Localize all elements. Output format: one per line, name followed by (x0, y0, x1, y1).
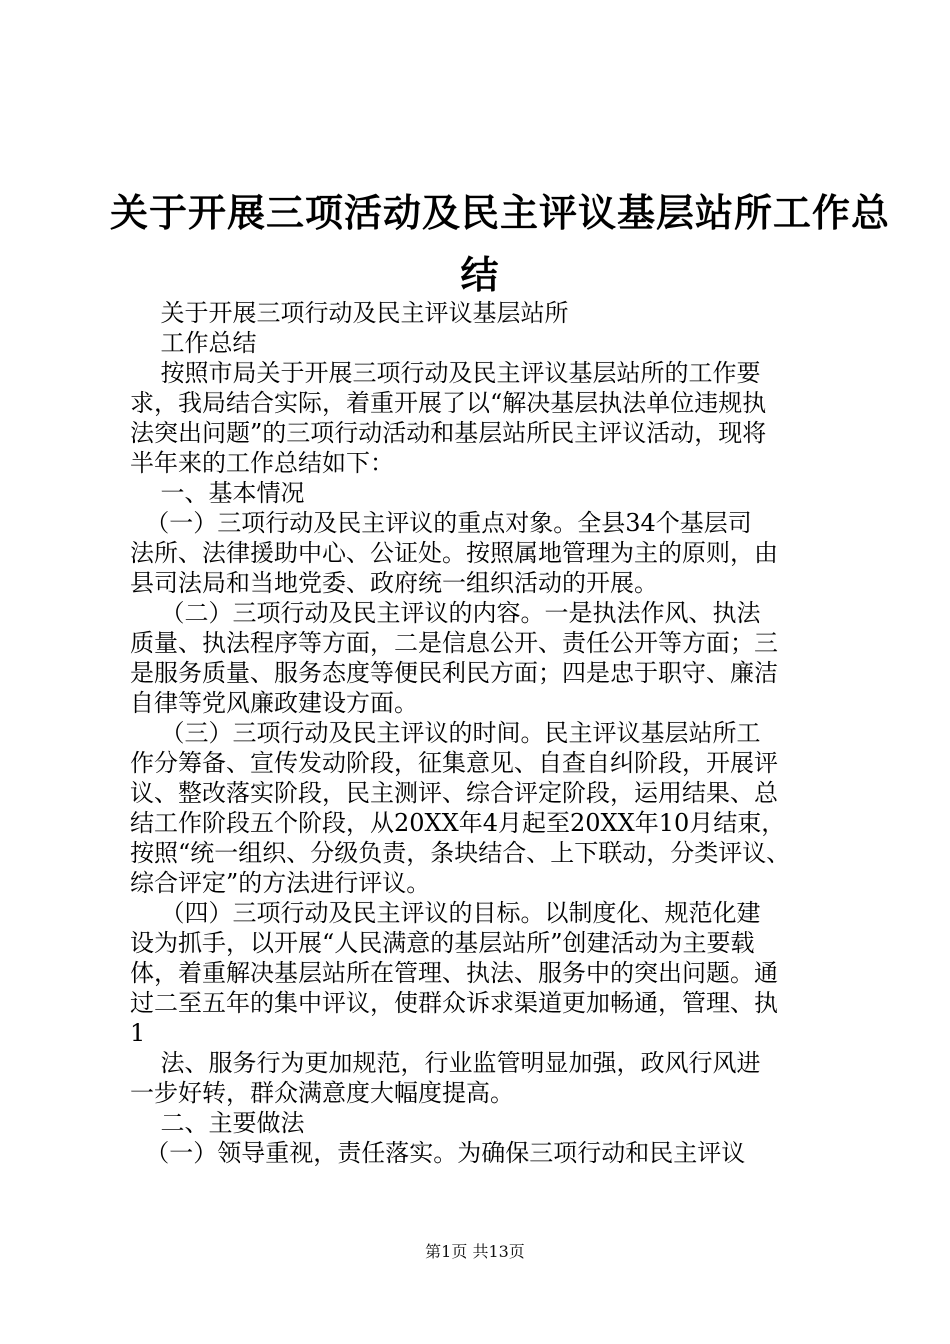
body-line: 二、主要做法 (130, 1109, 305, 1137)
title-line-2: 结 (460, 253, 500, 297)
body-line: 设为抓手，以开展“人民满意的基层站所”创建活动为主要载 (130, 929, 755, 957)
body-line: 法突出问题”的三项行动活动和基层站所民主评议活动，现将 (130, 419, 767, 447)
body-line: 半年来的工作总结如下： (130, 449, 394, 477)
body-line: （四）三项行动及民主评议的目标。以制度化、规范化建 (130, 899, 761, 927)
title-line-1: 关于开展三项活动及民主评议基层站所工作总 (110, 191, 891, 235)
body-line: 是服务质量、服务态度等便民利民方面；四是忠于职守、廉洁 (130, 659, 778, 687)
body-line: 作分筹备、宣传发动阶段，征集意见、自查自纠阶段，开展评 (130, 749, 778, 777)
body-line: （一）领导重视，责任落实。为确保三项行动和民主评议 (130, 1139, 746, 1167)
document-body (130, 298, 850, 1168)
body-line: 县司法局和当地党委、政府统一组织活动的开展。 (130, 569, 658, 597)
body-line: 一步好转，群众满意度大幅度提高。 (130, 1079, 514, 1107)
body-line: （二）三项行动及民主评议的内容。一是执法作风、执法 (130, 599, 761, 627)
body-line: 法、服务行为更加规范，行业监管明显加强，政风行风进 (130, 1049, 761, 1077)
body-line: 结工作阶段五个阶段，从20XX年4月起至20XX年10月结束， (130, 809, 786, 837)
body-line: 按照市局关于开展三项行动及民主评议基层站所的工作要 (130, 359, 761, 387)
body-line: 按照“统一组织、分级负责，条块结合、上下联动，分类评议、 (130, 839, 791, 867)
body-line: （三）三项行动及民主评议的时间。民主评议基层站所工 (130, 719, 761, 747)
body-line: 质量、执法程序等方面，二是信息公开、责任公开等方面；三 (130, 629, 778, 657)
body-line: 法所、法律援助中心、公证处。按照属地管理为主的原则，由 (130, 539, 778, 567)
body-line: 求，我局结合实际，着重开展了以“解决基层执法单位违规执 (130, 389, 767, 417)
body-line: 体，着重解决基层站所在管理、执法、服务中的突出问题。通 (130, 959, 778, 987)
body-line: 自律等党风廉政建设方面。 (130, 689, 418, 717)
body-line: 议、整改落实阶段，民主测评、综合评定阶段，运用结果、总 (130, 779, 778, 807)
body-line: 综合评定”的方法进行评议。 (130, 869, 431, 897)
page-break-marker: 1 (130, 1019, 146, 1047)
body-line: 一、基本情况 (130, 479, 305, 507)
document-title (110, 182, 891, 306)
page-footer: 第1页 共13页 (425, 1242, 525, 1261)
body-line: 过二至五年的集中评议，使群众诉求渠道更加畅通，管理、执 (130, 989, 778, 1017)
body-line: 关于开展三项行动及民主评议基层站所 (130, 299, 569, 327)
body-line: 工作总结 (130, 329, 257, 357)
body-line: （一）三项行动及民主评议的重点对象。全县34个基层司 (130, 509, 752, 537)
